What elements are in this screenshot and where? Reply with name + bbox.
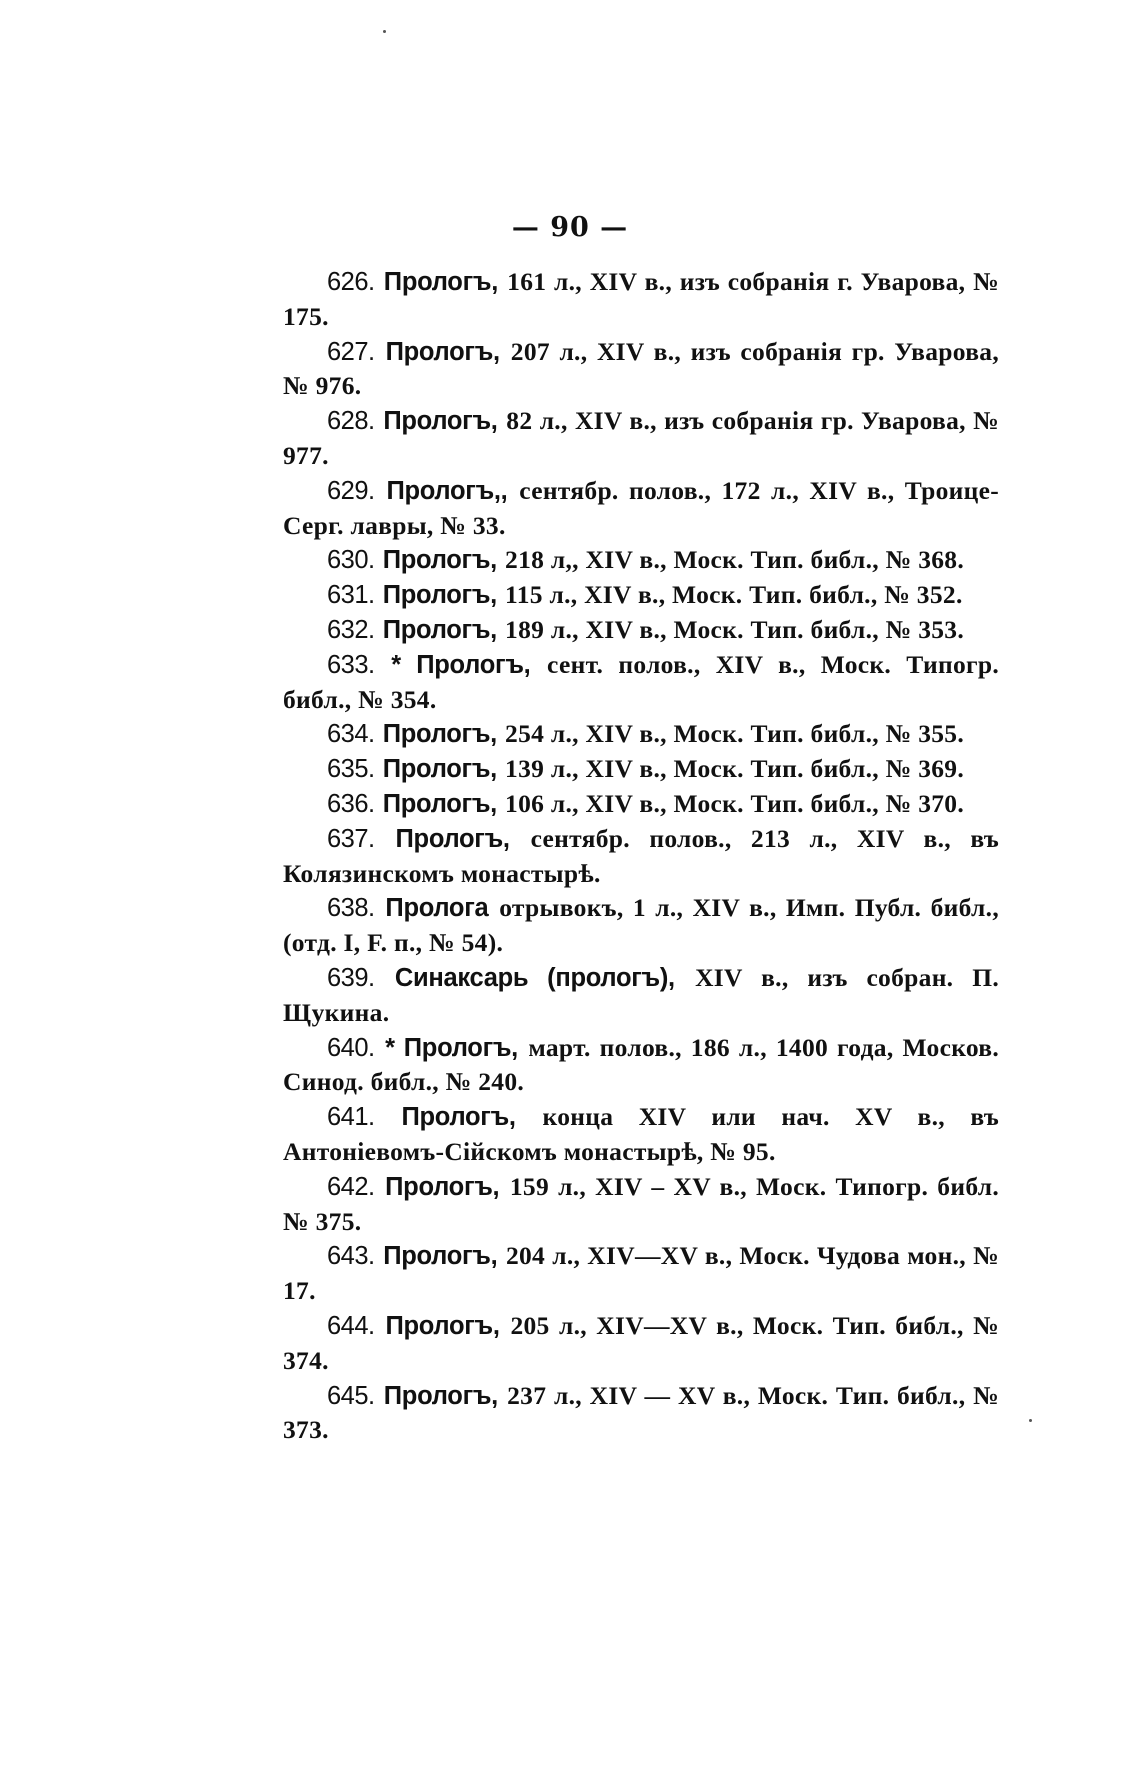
entry-description: 139 л., XIV в., Моск. Тип. библ., № 369.	[505, 754, 965, 784]
catalog-entries	[283, 265, 999, 1448]
entry-number: 644.	[327, 1311, 375, 1340]
entry-description: сент. полов., XIV в., Моск. Типогр. библ., № 354.	[283, 649, 1000, 714]
catalog-entry-637	[283, 822, 999, 892]
entry-number: 639.	[327, 963, 375, 992]
entry-number: 634.	[327, 720, 375, 749]
entry-heading: Прологъ,	[385, 337, 500, 366]
entry-number: 628.	[327, 407, 375, 436]
catalog-entry-626	[283, 265, 999, 335]
entry-number: 636.	[327, 789, 375, 818]
entry-heading: * Прологъ,	[391, 650, 531, 679]
entry-number: 626.	[327, 268, 375, 296]
entry-heading: Прологъ,	[382, 615, 497, 644]
entry-number: 629.	[327, 476, 375, 505]
scan-speck-top	[383, 30, 386, 33]
catalog-entry-636	[283, 787, 999, 822]
entry-number: 630.	[327, 546, 375, 575]
entry-number: 637.	[327, 824, 375, 853]
catalog-entry-645	[283, 1379, 999, 1449]
entry-heading: Прологъ,	[385, 1172, 500, 1201]
entry-number: 631.	[327, 581, 375, 610]
entry-heading: Прологъ,	[383, 1242, 498, 1271]
catalog-entry-638	[283, 891, 999, 961]
entry-number: 642.	[327, 1172, 375, 1201]
entry-heading: Пролога	[385, 894, 489, 923]
entry-heading: Прологъ,	[382, 581, 497, 610]
entry-description: 207 л., XIV в., изъ собранія гр. Уварова, № 976.	[283, 336, 999, 401]
entry-heading: Прологъ,	[383, 1381, 498, 1410]
entry-heading: Прологъ,	[382, 789, 497, 818]
entry-description: 106 л., XIV в., Моск. Тип. библ., № 370.	[505, 788, 965, 818]
entry-heading: Прологъ,	[385, 1311, 500, 1340]
entry-description: март. полов., 186 л., 1400 года, Москов. Синод. библ., № 240.	[283, 1032, 1000, 1097]
entry-heading: Прологъ,,	[386, 476, 508, 505]
entry-description: сентябр. полов., 213 л., XIV в., въ Колязинскомъ монастырѣ.	[283, 823, 1000, 888]
catalog-entry-631	[283, 578, 999, 613]
catalog-entry-633	[283, 648, 999, 718]
entry-heading: Синаксарь (прологъ),	[394, 963, 675, 992]
entry-heading: * Прологъ,	[385, 1033, 518, 1062]
entry-description: 218 л,, XIV в., Моск. Тип. библ., № 368.	[505, 545, 965, 575]
catalog-entry-641	[283, 1100, 999, 1170]
entry-description: 82 л., XIV в., изъ собранія гр. Уварова, № 977.	[283, 406, 1000, 470]
entry-description: сентябр. полов., 172 л., XIV в., Троице-Серг. лавры, № 33.	[283, 475, 1000, 540]
entry-description: 205 л., XIV—XV в., Моск. Тип. библ., № 374.	[283, 1310, 1000, 1375]
catalog-entry-629	[283, 474, 999, 544]
entry-description: 161 л., XIV в., изъ собранія г. Уварова, № 175.	[283, 267, 999, 331]
catalog-entry-632	[283, 613, 999, 648]
entry-number: 633.	[327, 650, 375, 679]
catalog-entry-643	[283, 1239, 999, 1309]
entry-number: 641.	[327, 1103, 375, 1132]
catalog-entry-628	[283, 404, 999, 474]
catalog-entry-644	[283, 1309, 999, 1379]
entry-description: 204 л., XIV—XV в., Моск. Чудова мон., № 17.	[283, 1241, 999, 1306]
entry-heading: Прологъ,	[383, 268, 498, 296]
entry-heading: Прологъ,	[382, 755, 497, 784]
catalog-entry-642	[283, 1170, 999, 1240]
catalog-entry-627	[283, 335, 999, 405]
entry-number: 640.	[327, 1033, 375, 1062]
entry-number: 645.	[327, 1381, 375, 1410]
entry-heading: Прологъ,	[382, 546, 497, 575]
entry-description: 159 л., XIV – XV в., Моск. Типогр. библ. № 375.	[283, 1171, 1000, 1236]
page-number: — 90 —	[511, 212, 629, 243]
catalog-entry-630	[283, 543, 999, 578]
entry-number: 632.	[327, 615, 375, 644]
entry-number: 635.	[327, 755, 375, 784]
entry-heading: Прологъ,	[382, 720, 497, 749]
entry-description: XIV в., изъ собран. П. Щукина.	[283, 962, 999, 1027]
entry-heading: Прологъ,	[383, 407, 498, 436]
catalog-entry-635	[283, 752, 999, 787]
catalog-entry-640	[283, 1031, 999, 1101]
entry-heading: Прологъ,	[401, 1103, 516, 1132]
scan-speck-right	[1029, 1419, 1032, 1422]
entry-description: 237 л., XIV — XV в., Моск. Тип. библ., № 373.	[283, 1380, 999, 1445]
entry-description: отрывокъ, 1 л., XIV в., Имп. Публ. библ., (отд. I, F. п., № 54).	[283, 893, 999, 958]
entry-description: 115 л., XIV в., Моск. Тип. библ., № 352.	[505, 580, 963, 610]
catalog-entry-639	[283, 961, 999, 1031]
entry-number: 627.	[327, 337, 375, 366]
catalog-entry-634	[283, 717, 999, 752]
entry-number: 638.	[327, 894, 375, 923]
entry-description: конца XIV или нач. XV в., въ Антоніевомъ-Сійскомъ монастырѣ, № 95.	[283, 1102, 999, 1166]
entry-description: 254 л., XIV в., Моск. Тип. библ., № 355.	[505, 719, 965, 749]
entry-number: 643.	[327, 1242, 375, 1271]
entry-description: 189 л., XIV в., Моск. Тип. библ., № 353.	[505, 614, 965, 644]
entry-heading: Прологъ,	[395, 824, 510, 853]
